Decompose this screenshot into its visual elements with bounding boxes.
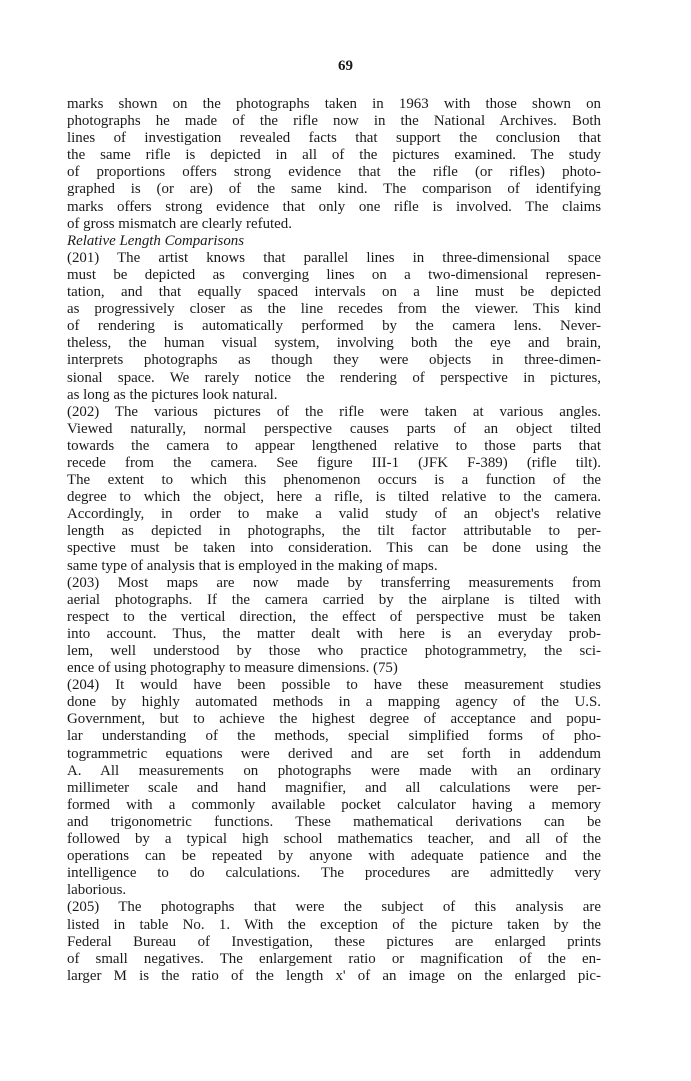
paragraph-line: (201) The artist knows that parallel lines in three-dimensional space bbox=[67, 249, 601, 266]
paragraph-line: marks shown on the photographs taken in 1963 with those shown on bbox=[67, 96, 601, 112]
paragraph-line: togrammetric equations were derived and are set forth in addendum bbox=[67, 745, 601, 762]
paragraph-line: towards the camera to appear lengthened relative to those parts that bbox=[67, 437, 601, 454]
paragraph-line: listed in table No. 1. With the exception of the picture taken by the bbox=[67, 916, 601, 933]
paragraph-line: (203) Most maps are now made by transferring measurements from bbox=[67, 574, 601, 591]
paragraph-line: and trigonometric functions. These mathematical derivations can be bbox=[67, 813, 601, 830]
paragraph-line: Accordingly, in order to make a valid study of an object's relative bbox=[67, 506, 601, 523]
paragraph-line: must be depicted as converging lines on a two-dimensional represen- bbox=[67, 266, 601, 283]
paragraph-line: into account. Thus, the matter dealt with here is an everyday prob- bbox=[67, 625, 601, 642]
paragraph-line: operations can be repeated by anyone with adequate patience and the bbox=[67, 848, 601, 865]
paragraph-line: as long as the pictures look natural. bbox=[67, 386, 278, 403]
paragraph-line: recede from the camera. See figure III-1 (JFK F-389) (rifle tilt). bbox=[67, 454, 601, 471]
section-heading: Relative Length Comparisons bbox=[67, 232, 245, 249]
paragraph-line: as progressively closer as the line recedes from the viewer. This kind bbox=[67, 301, 601, 318]
paragraph-line: of gross mismatch are clearly refuted. bbox=[67, 215, 292, 232]
paragraph-line: lines of investigation revealed facts that support the conclusion that bbox=[67, 130, 601, 147]
paragraph-line: ence of using photography to measure dimensions. (75) bbox=[67, 660, 398, 677]
paragraph-line: sional space. We rarely notice the rendering of perspective in pictures, bbox=[67, 369, 601, 386]
paragraph-line: larger M is the ratio of the length x' of an image on the enlarged pic- bbox=[67, 967, 601, 984]
paragraph-line: (202) The various pictures of the rifle were taken at various angles. bbox=[67, 403, 601, 420]
paragraph-line: respect to the vertical direction, the effect of perspective must be taken bbox=[67, 608, 601, 625]
paragraph-line: A. All measurements on photographs were made with an ordinary bbox=[67, 762, 601, 779]
page-number: 69 bbox=[338, 58, 353, 74]
paragraph-line: millimeter scale and hand magnifier, and all calculations were per- bbox=[67, 779, 601, 796]
paragraph-line: length as depicted in photographs, the tilt factor attributable to per- bbox=[67, 523, 601, 540]
paragraph-line: Federal Bureau of Investigation, these pictures are enlarged prints bbox=[67, 933, 601, 950]
paragraph-line: of rendering is automatically performed by the camera lens. Never- bbox=[67, 318, 601, 335]
paragraph-line: formed with a commonly available pocket calculator having a memory bbox=[67, 796, 601, 813]
paragraph-line: The extent to which this phenomenon occurs is a function of the bbox=[67, 472, 601, 489]
paragraph-line: lar understanding of the methods, special simplified forms of pho- bbox=[67, 728, 601, 745]
paragraph-line: graphed is (or are) of the same kind. The comparison of identifying bbox=[67, 181, 601, 198]
paragraph-line: Government, but to achieve the highest degree of acceptance and popu- bbox=[67, 711, 601, 728]
paragraph-line: (205) The photographs that were the subject of this analysis are bbox=[67, 899, 601, 916]
paragraph-line: interprets photographs as though they were objects in three-dimen- bbox=[67, 352, 601, 369]
paragraph-line: lem, well understood by those who practice photogrammetry, the sci- bbox=[67, 643, 601, 659]
paragraph-line: photographs he made of the rifle now in the National Archives. Both bbox=[67, 113, 601, 130]
body-text bbox=[67, 96, 601, 985]
paragraph-line: same type of analysis that is employed in the making of maps. bbox=[67, 557, 438, 574]
paragraph-line: the same rifle is depicted in all of the pictures examined. The study bbox=[67, 147, 601, 164]
paragraph-line: tation, and that equally spaced intervals on a line must be depicted bbox=[67, 284, 601, 301]
paragraph-line: aerial photographs. If the camera carried by the airplane is tilted with bbox=[67, 591, 601, 608]
paragraph-line: marks offers strong evidence that only one rifle is involved. The claims bbox=[67, 198, 601, 215]
paragraph-line: of proportions offers strong evidence that the rifle (or rifles) photo- bbox=[67, 164, 601, 181]
paragraph-line: laborious. bbox=[67, 882, 127, 899]
paragraph-line: of small negatives. The enlargement ratio or magnification of the en- bbox=[67, 950, 601, 967]
paragraph-line: Viewed naturally, normal perspective causes parts of an object tilted bbox=[67, 420, 601, 437]
paragraph-line: intelligence to do calculations. The procedures are admittedly very bbox=[67, 865, 601, 882]
paragraph-line: spective must be taken into consideration. This can be done using the bbox=[67, 540, 601, 557]
paragraph-line: done by highly automated methods in a mapping agency of the U.S. bbox=[67, 694, 601, 711]
paragraph-line: theless, the human visual system, involving both the eye and brain, bbox=[67, 335, 601, 352]
paragraph-line: (204) It would have been possible to have these measurement studies bbox=[67, 677, 601, 694]
paragraph-line: followed by a typical high school mathematics teacher, and all of the bbox=[67, 831, 601, 848]
paragraph-line: degree to which the object, here a rifle, is tilted relative to the camera. bbox=[67, 489, 601, 506]
